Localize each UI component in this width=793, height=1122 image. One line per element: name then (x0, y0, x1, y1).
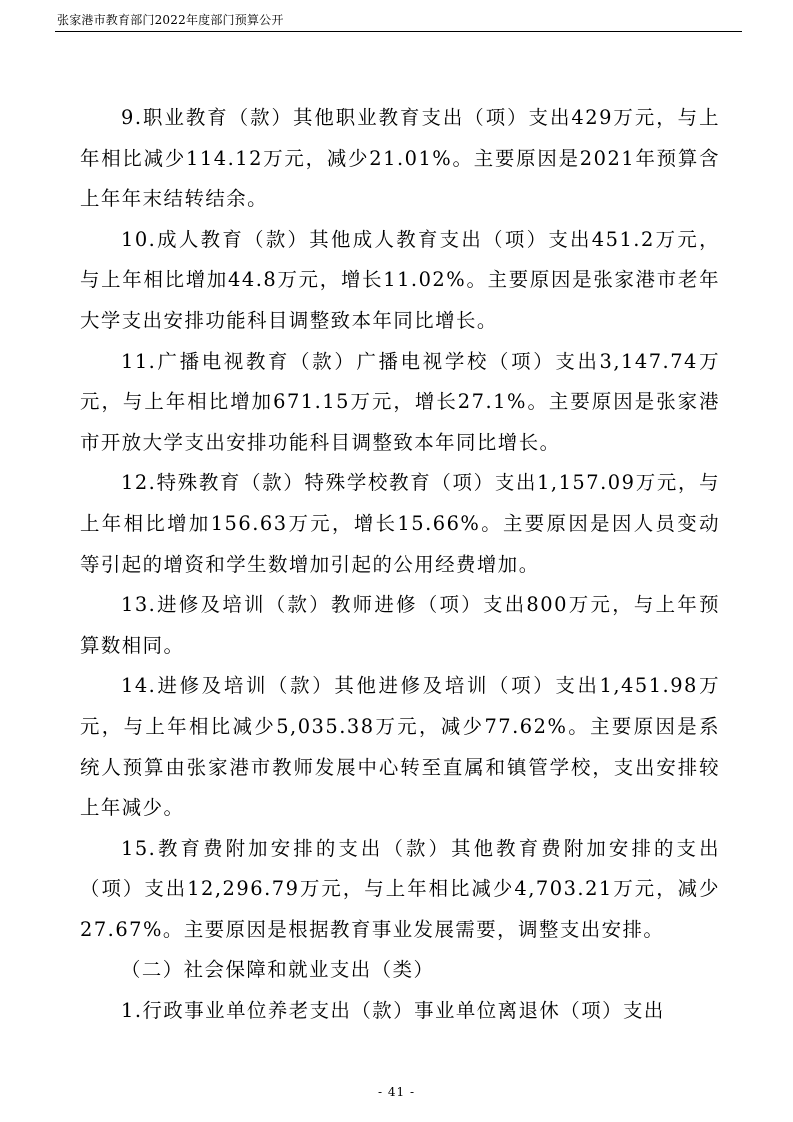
paragraph-broadcast-tv-education: 11.广播电视教育（款）广播电视学校（项）支出3,147.74万元，与上年相比增加671.15万元，增长27.1%。主要原因是张家港市开放大学支出安排功能科目调整致本年同比增长。 (80, 349, 720, 454)
paragraph-vocational-education: 9.职业教育（款）其他职业教育支出（项）支出429万元，与上年相比减少114.12万元，减少21.01%。主要原因是2021年预算含上年年末结转结余。 (80, 106, 720, 211)
section-heading-social-security: （二）社会保障和就业支出（类） (121, 958, 435, 982)
paragraph-special-education: 12.特殊教育（款）特殊学校教育（项）支出1,157.09万元，与上年相比增加156.63万元，增长15.66%。主要原因是因人员变动等引起的增资和学生数增加引起的公用经费增加。 (80, 471, 720, 576)
paragraph-adult-education: 10.成人教育（款）其他成人教育支出（项）支出451.2万元，与上年相比增加44.8万元，增长11.02%。主要原因是张家港市老年大学支出安排功能科目调整致本年同比增长。 (80, 227, 720, 332)
page-number: - 41 - (377, 1085, 415, 1099)
paragraph-education-surcharge: 15.教育费附加安排的支出（款）其他教育费附加安排的支出（项）支出12,296.79万元，与上年相比减少4,703.21万元，减少27.67%。主要原因是根据教育事业发展需要，调整支出安排。 (80, 836, 720, 941)
document-body (80, 98, 720, 1032)
header-divider (55, 31, 742, 32)
document-header: 张家港市教育部门2022年度部门预算公开 (57, 13, 284, 27)
paragraph-pension-expenditure: 1.行政事业单位养老支出（款）事业单位离退休（项）支出 (121, 999, 665, 1023)
paragraph-other-training: 14.进修及培训（款）其他进修及培训（项）支出1,451.98万元，与上年相比减少5,035.38万元，减少77.62%。主要原因是系统人预算由张家港市教师发展中心转至直属和镇管学校，支出安排较上年减少。 (80, 674, 720, 820)
paragraph-teacher-training: 13.进修及培训（款）教师进修（项）支出800万元，与上年预算数相同。 (80, 593, 720, 657)
